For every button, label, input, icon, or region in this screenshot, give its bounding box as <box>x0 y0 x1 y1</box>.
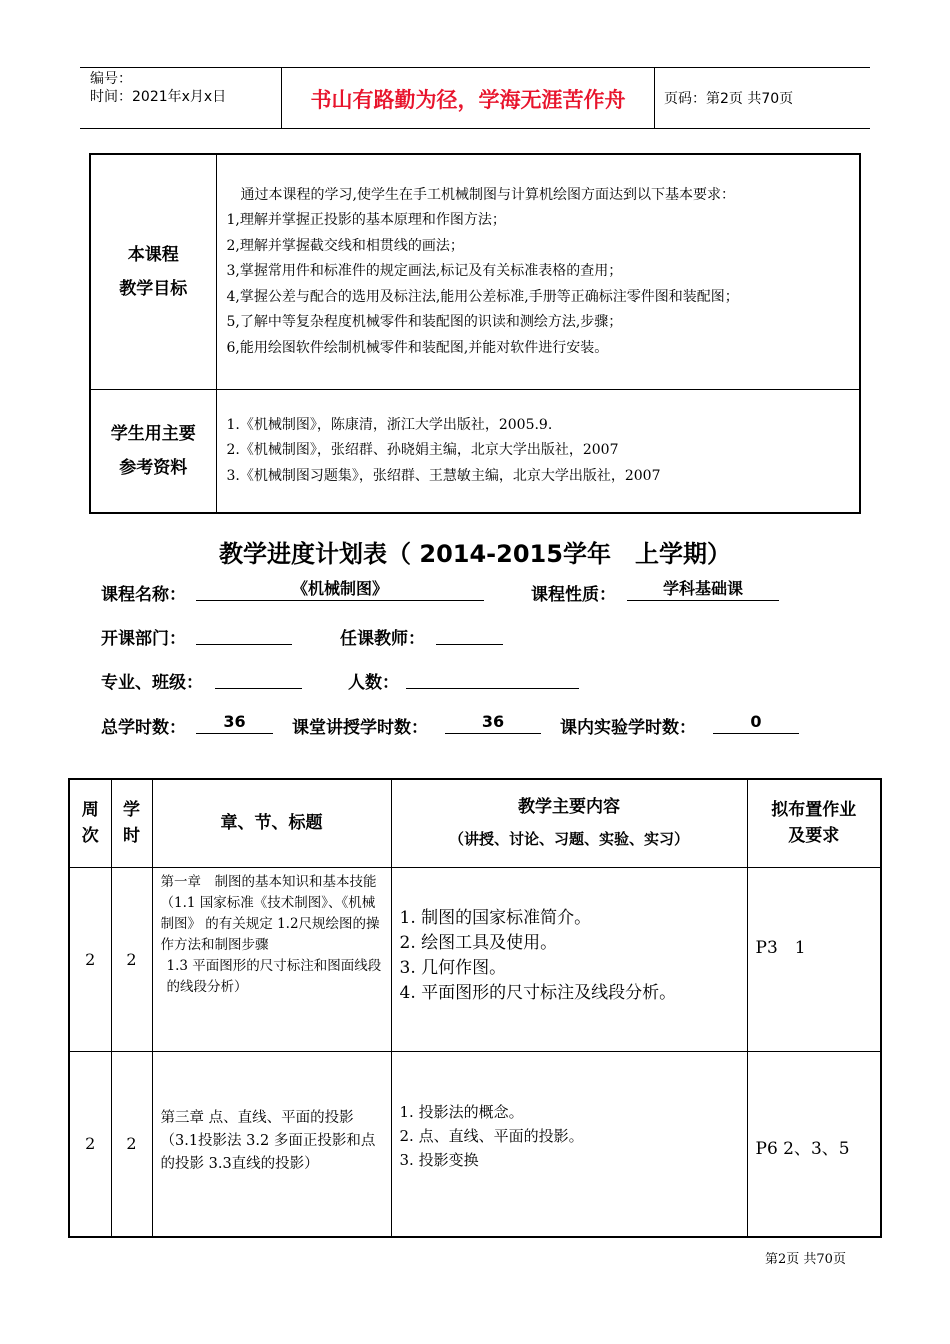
row-hours: 2 <box>111 1051 152 1237</box>
goal-item: 5,了解中等复杂程度机械零件和装配图的识读和测绘方法,步骤； <box>226 314 623 330</box>
dept-value <box>196 622 292 645</box>
header-bottom-rule <box>80 128 870 129</box>
goal-item: 6,能用绘图软件绘制机械零件和装配图,并能对软件进行安装。 <box>226 339 609 356</box>
reference-item: 3.《机械制图习题集》，张绍群、王慧敏主编，北京大学出版社，2007 <box>226 467 661 484</box>
header-week-line-1: 周 <box>81 800 99 821</box>
goals-label-cell <box>90 154 216 389</box>
header-homework <box>747 779 881 867</box>
lecture-hours-value: 36 <box>445 711 541 734</box>
goal-item: 3,掌握常用件和标准件的规定画法,标记及有关标准表格的查用； <box>226 263 623 279</box>
schedule-header-row <box>69 779 881 867</box>
header-week <box>69 779 111 867</box>
course-type-value: 学科基础课 <box>627 578 779 601</box>
content-line: 2. 点、直线、平面的投影。 <box>399 1126 584 1145</box>
chapter-line: （3.1投影法 3.2 多面正投影和点的投影 3.3直线的投影） <box>160 1132 376 1172</box>
goal-item: 2,理解并掌握截交线和相贯线的画法； <box>226 237 464 254</box>
header-chapter: 章、节、标题 <box>152 779 391 867</box>
course-name-value: 《机械制图》 <box>196 578 484 601</box>
teacher-value <box>436 622 503 645</box>
date-label: 时间：2021年x月x日 <box>90 89 227 105</box>
content-line: 1. 制图的国家标准简介。 <box>399 907 592 928</box>
refs-text-cell <box>216 389 860 513</box>
row-week: 2 <box>69 1051 111 1237</box>
refs-label-line-1: 学生用主要 <box>110 423 196 444</box>
header-divider-right <box>654 67 655 128</box>
teacher-label: 任课教师： <box>340 629 425 649</box>
content-line: 4. 平面图形的尺寸标注及线段分析。 <box>399 982 677 1003</box>
row-content <box>391 867 747 1051</box>
count-value <box>406 666 579 689</box>
serial-label: 编号： <box>90 71 132 87</box>
count-label: 人数： <box>348 673 399 693</box>
header-hours-line-2: 时 <box>123 826 140 847</box>
reference-item: 2.《机械制图》，张绍群、孙晓娟主编，北京大学出版社，2007 <box>226 442 619 458</box>
course-name-label: 课程名称： <box>101 585 186 605</box>
header-top-rule <box>80 67 870 68</box>
row-homework: P6 2、3、5 <box>747 1051 881 1237</box>
schedule-table <box>68 778 882 1238</box>
row-chapter <box>152 867 391 1051</box>
total-hours-label: 总学时数： <box>101 718 186 738</box>
header-divider-left <box>281 67 282 128</box>
row-hours: 2 <box>111 867 152 1051</box>
header-week-line-2: 次 <box>81 826 99 847</box>
major-label: 专业、班级： <box>101 673 203 693</box>
row-homework: P3 1 <box>747 867 881 1051</box>
goal-item: 4,掌握公差与配合的选用及标注法,能用公差标准,手册等正确标注零件图和装配图； <box>226 288 739 305</box>
content-line: 1. 投影法的概念。 <box>399 1102 524 1121</box>
header-content-title: 教学主要内容 <box>518 797 620 818</box>
page-info: 页码：第2页 共70页 <box>664 91 794 107</box>
motto: 书山有路勤为径，学海无涯苦作舟 <box>310 88 626 112</box>
lab-hours-value: 0 <box>713 711 799 734</box>
refs-row <box>90 389 860 513</box>
page-footer: 第2页 共70页 <box>765 1252 846 1267</box>
goals-label-line-2: 教学目标 <box>119 278 188 299</box>
table-row <box>69 867 881 1051</box>
goals-row <box>90 154 860 389</box>
reference-item: 1.《机械制图》，陈康清，浙江大学出版社，2005.9. <box>226 416 553 433</box>
goals-intro: 通过本课程的学习,使学生在手工机械制图与计算机绘图方面达到以下基本要求： <box>240 186 735 203</box>
row-content <box>391 1051 747 1237</box>
header-hours-line-1: 学 <box>123 800 140 821</box>
content-line: 3. 投影变换 <box>399 1150 479 1169</box>
chapter-line: 第一章 制图的基本知识和基本技能 <box>160 873 377 890</box>
row-week: 2 <box>69 867 111 1051</box>
header-content-sub: （讲授、讨论、习题、实验、实习） <box>448 830 689 849</box>
row-chapter <box>152 1051 391 1237</box>
major-value <box>215 666 302 689</box>
refs-label-cell <box>90 389 216 513</box>
course-type-label: 课程性质： <box>531 585 616 605</box>
goals-label-line-1: 本课程 <box>127 244 179 265</box>
chapter-line: （1.1 国家标准《技术制图》、《机械制图》 的有关规定 1.2尺规绘图的操作方法和制图步骤 <box>160 894 380 953</box>
header-homework-line-1: 拟布置作业 <box>771 800 857 821</box>
refs-label-line-2: 参考资料 <box>119 457 188 478</box>
goal-item: 1,理解并掌握正投影的基本原理和作图方法； <box>226 212 506 228</box>
lecture-hours-label: 课堂讲授学时数： <box>292 718 428 738</box>
chapter-line: 第三章 点、直线、平面的投影 <box>160 1109 354 1126</box>
goals-text-cell <box>216 154 860 389</box>
course-goals-table <box>89 153 861 514</box>
lab-hours-label: 课内实验学时数： <box>560 718 696 738</box>
header-hours <box>111 779 152 867</box>
dept-label: 开课部门： <box>101 629 186 649</box>
content-line: 2. 绘图工具及使用。 <box>399 932 558 953</box>
plan-title: 教学进度计划表（ 2014-2015学年 上学期） <box>219 540 731 568</box>
table-row <box>69 1051 881 1237</box>
header-homework-line-2: 及要求 <box>788 826 840 847</box>
chapter-line: 1.3 平面图形的尺寸标注和图面线段的线段分析） <box>166 957 382 995</box>
total-hours-value: 36 <box>196 711 273 734</box>
content-line: 3. 几何作图。 <box>399 957 507 978</box>
header-content <box>391 779 747 867</box>
